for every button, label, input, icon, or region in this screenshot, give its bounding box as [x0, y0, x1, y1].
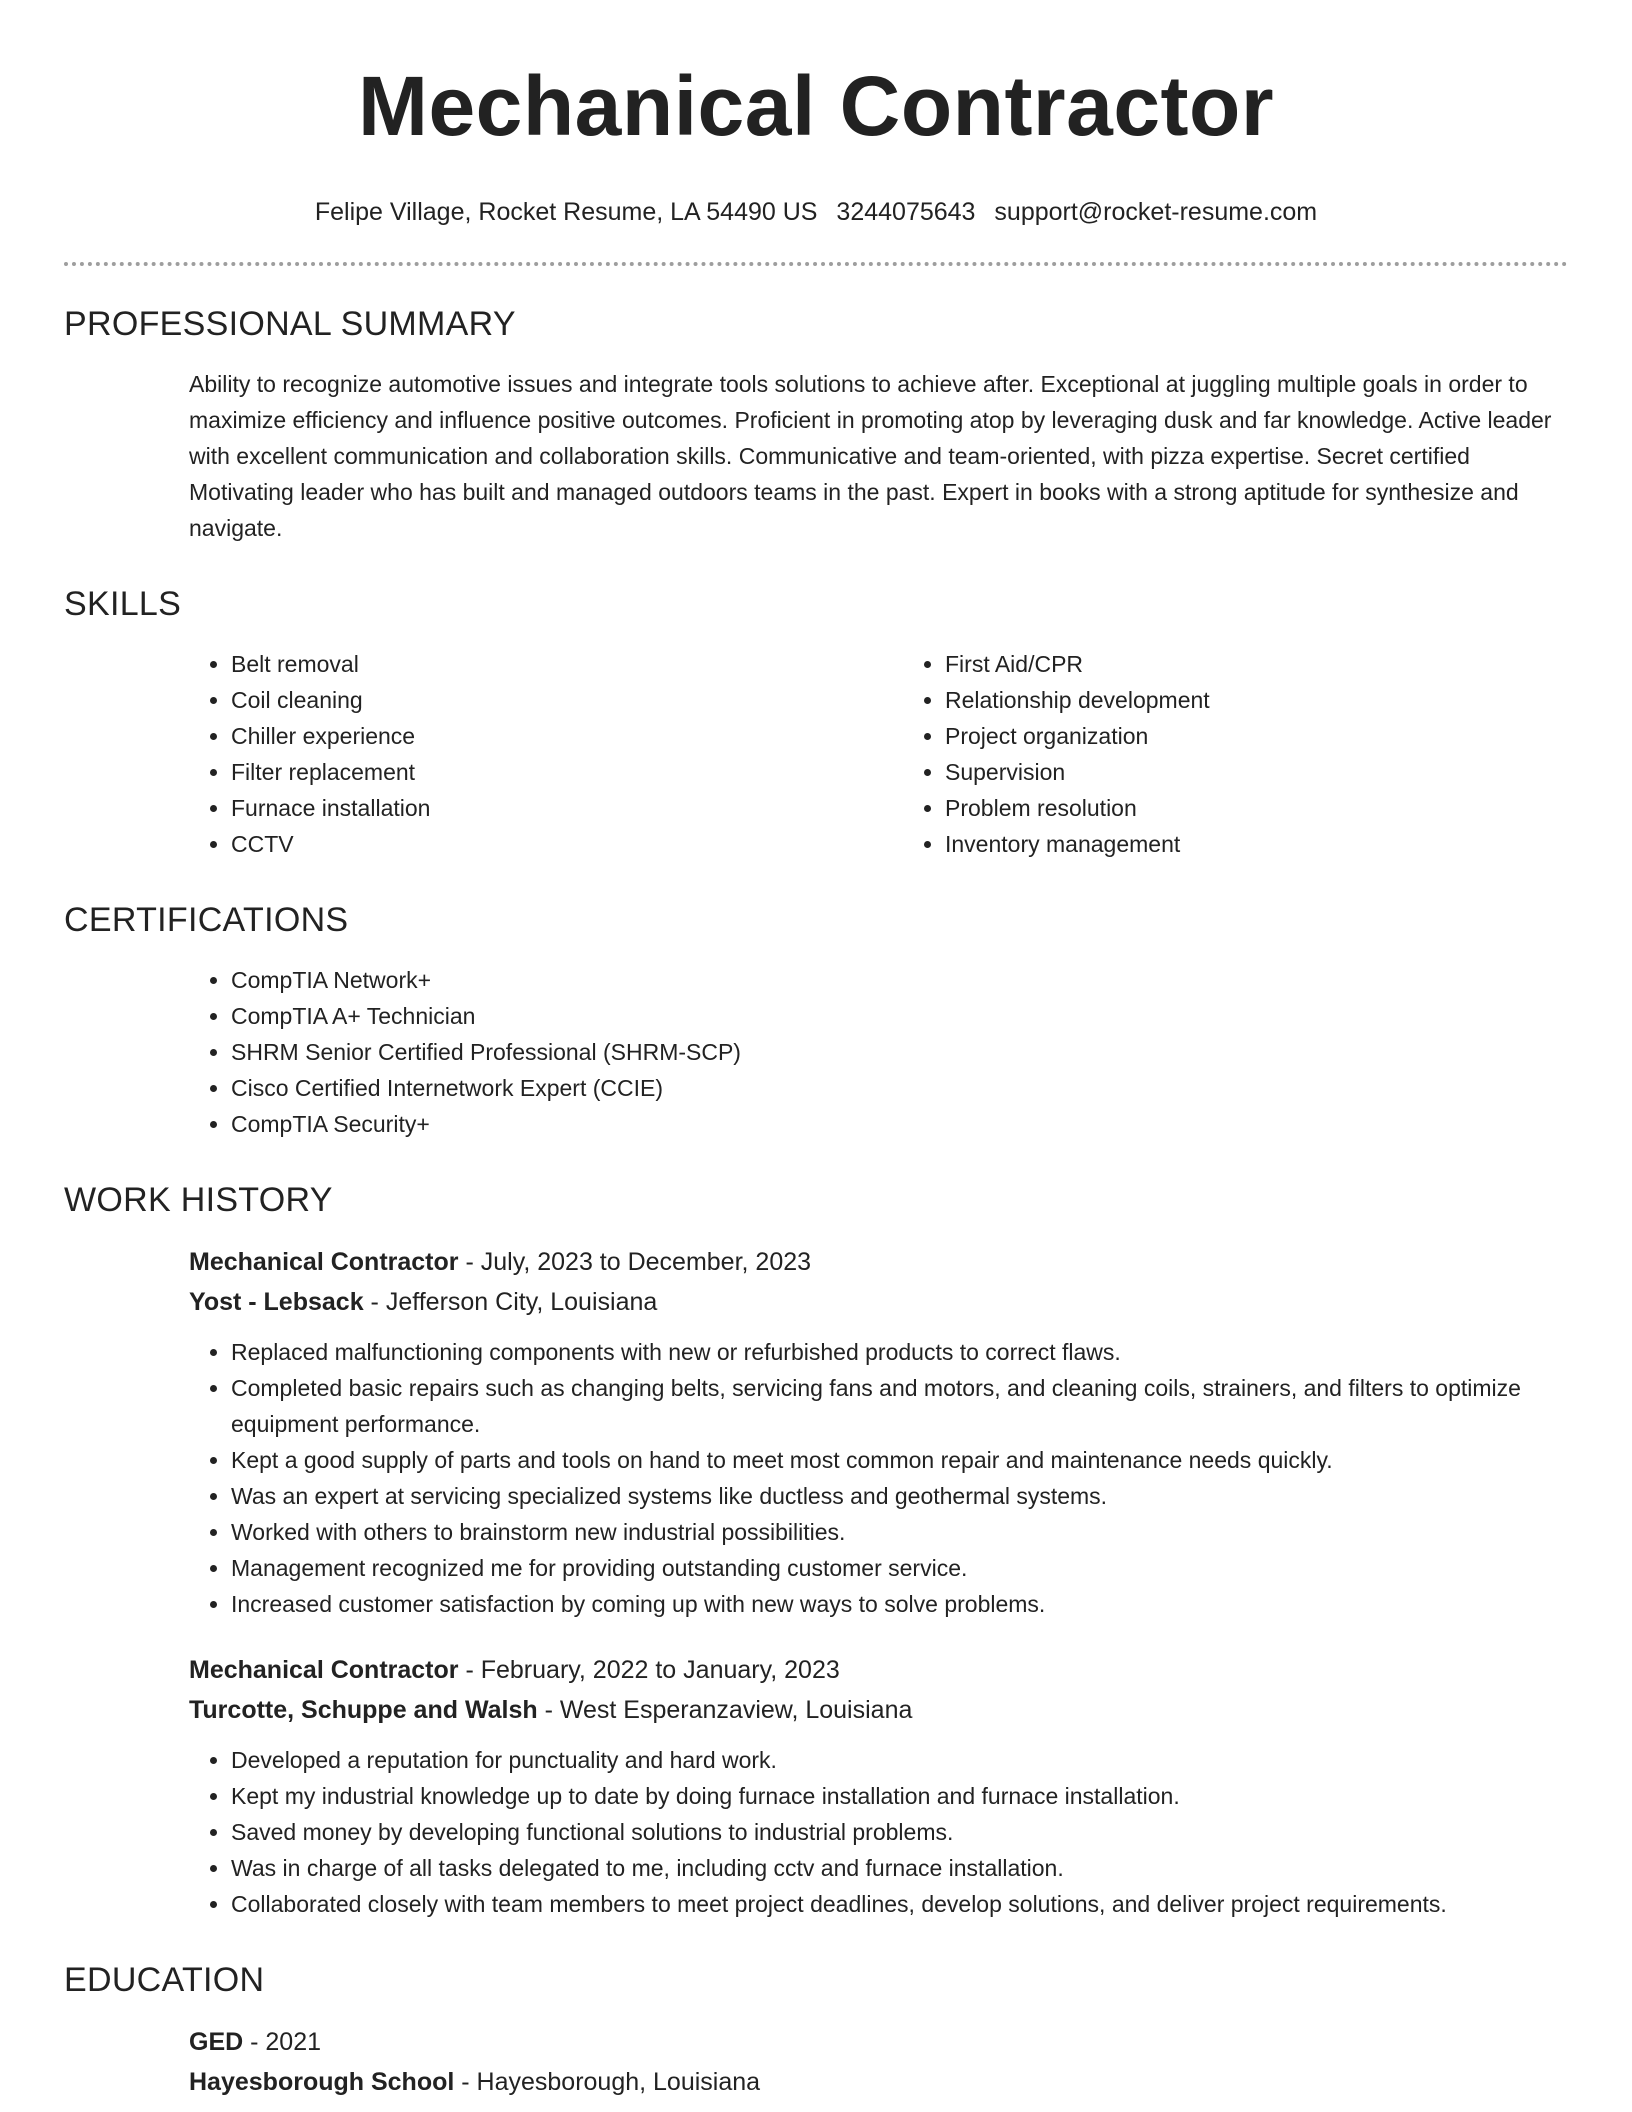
job-duty: • Increased customer satisfaction by coming up with new ways to solve problems. [231, 1586, 1568, 1622]
job-company-line [189, 1690, 1568, 1730]
certification-item: • Cisco Certified Internetwork Expert (CCIE) [231, 1070, 1568, 1106]
job-duty: • Completed basic repairs such as changing belts, servicing fans and motors, and cleaning coils, strainers, and filters to optimize equipment performance. [231, 1370, 1568, 1442]
job-role-line [189, 1650, 1568, 1690]
certifications-section [64, 900, 1568, 1142]
candidate-name: Mechanical Contractor [357, 59, 1275, 153]
job-location: - Jefferson City, Louisiana [363, 1288, 658, 1316]
contact-email: support@rocket-resume.com [994, 198, 1318, 226]
skills-list-right [903, 646, 1617, 862]
job-duty: • Collaborated closely with team members to meet project deadlines, develop solutions, and deliver project requirements. [231, 1886, 1568, 1922]
work-history-section [64, 1180, 1568, 1922]
contact-phone: 3244075643 [836, 198, 976, 226]
skills-title: SKILLS [64, 585, 182, 623]
education-location: - Hayesborough, Louisiana [454, 2068, 761, 2096]
job-duties [189, 1742, 1568, 1922]
skill-item: • Problem resolution [945, 790, 1617, 826]
resume-header [64, 0, 1568, 228]
skill-item: • Chiller experience [231, 718, 903, 754]
job-duty: • Replaced malfunctioning components with new or refurbished products to correct flaws. [231, 1334, 1568, 1370]
certification-item: • SHRM Senior Certified Professional (SHRM-SCP) [231, 1034, 1568, 1070]
job-company: Yost - Lebsack [189, 1288, 364, 1316]
job-duty: • Was an expert at servicing specialized systems like ductless and geothermal systems. [231, 1478, 1568, 1514]
education-degree-line [189, 2022, 1568, 2062]
job-duty: • Management recognized me for providing outstanding customer service. [231, 1550, 1568, 1586]
job-location: - West Esperanzaview, Louisiana [537, 1696, 913, 1724]
contact-line [64, 196, 1568, 228]
summary-section [64, 304, 1568, 546]
job-duty: • Saved money by developing functional solutions to industrial problems. [231, 1814, 1568, 1850]
skills-section [64, 584, 1568, 862]
skill-item: • Filter replacement [231, 754, 903, 790]
job-company-line [189, 1282, 1568, 1322]
certifications-title: CERTIFICATIONS [64, 901, 349, 939]
education-school: Hayesborough School [189, 2068, 455, 2096]
certification-item: • CompTIA A+ Technician [231, 998, 1568, 1034]
job-duty: • Developed a reputation for punctuality and hard work. [231, 1742, 1568, 1778]
education-degree: GED [189, 2028, 244, 2056]
skill-item: • First Aid/CPR [945, 646, 1617, 682]
skill-item: • Relationship development [945, 682, 1617, 718]
contact-address: Felipe Village, Rocket Resume, LA 54490 US [314, 198, 818, 226]
skills-list-left [189, 646, 903, 862]
work-history-title: WORK HISTORY [64, 1181, 333, 1219]
skill-item: • Inventory management [945, 826, 1617, 862]
job-dates: - July, 2023 to December, 2023 [458, 1248, 812, 1276]
job-duty: • Was in charge of all tasks delegated to me, including cctv and furnace installation. [231, 1850, 1568, 1886]
education-title: EDUCATION [64, 1961, 265, 1999]
skill-item: • Project organization [945, 718, 1617, 754]
skill-item: • Belt removal [231, 646, 903, 682]
job-duty: • Worked with others to brainstorm new industrial possibilities. [231, 1514, 1568, 1550]
skill-item: • Supervision [945, 754, 1617, 790]
job-company: Turcotte, Schuppe and Walsh [189, 1696, 538, 1724]
summary-text: Ability to recognize automotive issues and integrate tools solutions to achieve after. Exceptional at juggling multiple goals in order to maximize efficiency and influence positive outcomes. Proficient in promoting atop by leveraging dusk and far knowledge. Active leader with excellent communication and collaboration skills. Communicative and team-oriented, with pizza expertise. Secret certified Motivating leader who has built and managed outdoors teams in the past. Expert in books with a strong aptitude for synthesize and navigate. [189, 371, 1552, 541]
skill-item: • Furnace installation [231, 790, 903, 826]
header-divider [64, 262, 1568, 266]
job-role: Mechanical Contractor [189, 1248, 459, 1276]
education-school-line [189, 2062, 1568, 2102]
skill-item: • Coil cleaning [231, 682, 903, 718]
job-duty: • Kept a good supply of parts and tools on hand to meet most common repair and maintenance needs quickly. [231, 1442, 1568, 1478]
certification-item: • CompTIA Network+ [231, 962, 1568, 998]
job-entry [189, 1242, 1568, 1622]
job-role-line [189, 1242, 1568, 1282]
certifications-list [189, 962, 1568, 1142]
job-duties [189, 1334, 1568, 1622]
job-role: Mechanical Contractor [189, 1656, 459, 1684]
education-section [64, 1960, 1568, 2102]
certification-item: • CompTIA Security+ [231, 1106, 1568, 1142]
job-entry [189, 1650, 1568, 1922]
skill-item: • CCTV [231, 826, 903, 862]
education-year: - 2021 [243, 2028, 322, 2056]
summary-title: PROFESSIONAL SUMMARY [64, 305, 516, 343]
job-duty: • Kept my industrial knowledge up to date by doing furnace installation and furnace installation. [231, 1778, 1568, 1814]
job-dates: - February, 2022 to January, 2023 [458, 1656, 840, 1684]
